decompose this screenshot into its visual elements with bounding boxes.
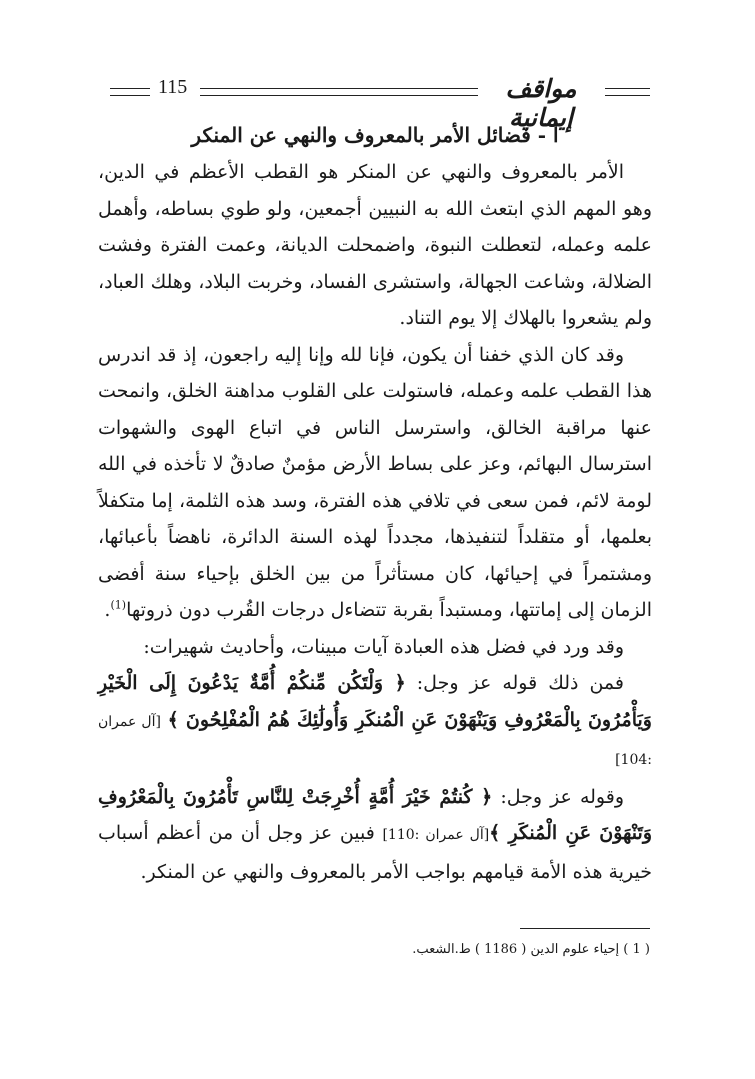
page-header <box>100 74 650 132</box>
paragraph-2-text: وقد كان الذي خفنا أن يكون، فإنا لله وإنا إليه راجعون، إذ قد اندرس هذا القطب علمه وعمله، فاستولت على القلوب مداهنة الخلق، وانمحت عنها مراقبة الخالق، واسترسل الناس في اتباع الهوى والشهوات استرسال البهائم، وعز على بساط الأرض مؤمنٌ صادقٌ لا تأخذه في الله لومة لائم، فمن سعى في تلافي هذه الفترة، وسد هذه الثلمة، إما متكفلاً بعلمها، أو متقلداً لتنفيذها، مجدداً لهذه السنة الدائرة، ناهضاً بأعبائها، ومشتمراً في إحيائها، كان مستأثراً من بين الخلق بإحياء سنة أفضى الزمان إلى إماتتها، ومستبداً بقربة تتضاءل درجات القُرب دون ذروتها <box>98 343 652 621</box>
footnote: ( 1 ) إحياء علوم الدين ( 1186 ) ط.الشعب. <box>412 942 650 957</box>
paragraph-5 <box>98 779 652 891</box>
footnote-marker: (1) <box>110 598 127 612</box>
section-heading: أ - فضائل الأمر بالمعروف والنهي عن المنكر <box>191 123 559 147</box>
running-title: مواقف إيمانية <box>505 74 577 132</box>
header-rule-left <box>110 88 150 96</box>
paragraph-3-text: وقد ورد في فضل هذه العبادة آيات مبينات، وأحاديث شهيرات: <box>143 635 624 658</box>
paragraph-4 <box>98 665 652 779</box>
body-text <box>98 116 652 890</box>
quran-verse-104: ﴿ وَلْتَكُن مِّنكُمْ أُمَّةٌ يَدْعُونَ إِلَى الْخَيْرِ وَيَأْمُرُونَ بِالْمَعْرُوفِ وَيَنْهَوْنَ عَنِ الْمُنكَرِ وَأُولَٰئِكَ هُمُ الْمُفْلِحُونَ ﴾ <box>98 672 652 731</box>
paragraph-1 <box>98 154 652 337</box>
paragraph-2 <box>98 337 652 629</box>
verse-ref-104: [آل عمران :104] <box>98 713 652 768</box>
page-number: 115 <box>158 76 188 98</box>
paragraph-5-rest: فبين عز وجل أن من أعظم أسباب خيرية هذه الأمة قيامهم بواجب الأمر بالمعروف والنهي عن المنكر. <box>98 822 652 883</box>
header-rule-middle <box>200 88 478 96</box>
paragraph-5-intro: وقوله عز وجل: <box>500 785 624 808</box>
verse-ref-110: [آل عمران :110] <box>382 827 490 843</box>
header-rule-right <box>605 88 650 96</box>
paragraph-3 <box>98 629 652 666</box>
paragraph-2-end: . <box>104 599 111 621</box>
footnote-separator <box>520 928 650 929</box>
paragraph-4-intro: فمن ذلك قوله عز وجل: <box>416 672 624 694</box>
paragraph-1-text: الأمر بالمعروف والنهي عن المنكر هو القطب الأعظم في الدين، وهو المهم الذي ابتعث الله به النبيين أجمعين، ولو طوي بساطه، وأهمل علمه وعمله، لتعطلت النبوة، واضمحلت الديانة، وعمت الفترة وفشت الضلالة، وشاعت الجهالة، واستشرى الفساد، وخربت البلاد، وهلك العباد، ولم يشعروا بالهلاك إلا يوم التناد. <box>98 161 652 329</box>
quran-verse-110: ﴿ كُنتُمْ خَيْرَ أُمَّةٍ أُخْرِجَتْ لِلنَّاسِ تَأْمُرُونَ بِالْمَعْرُوفِ وَتَنْهَوْنَ عَنِ الْمُنكَرِ ﴾ <box>98 785 653 844</box>
